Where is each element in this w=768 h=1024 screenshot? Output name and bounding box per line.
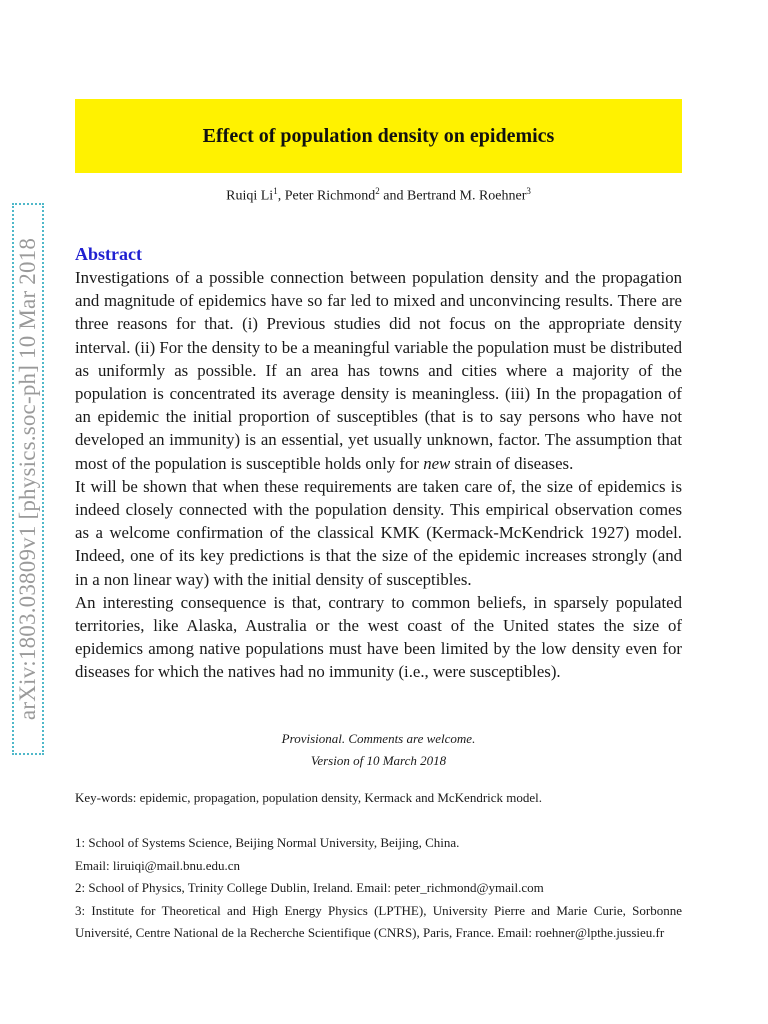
author-affil-mark: 1	[273, 186, 278, 196]
author-affil-mark: 2	[375, 186, 380, 196]
abstract-text: strain of diseases.	[450, 453, 574, 473]
abstract-paragraph	[75, 266, 682, 475]
version-line: Version of 10 March 2018	[310, 753, 447, 768]
author-list	[75, 186, 682, 205]
author-name: Peter Richmond	[284, 188, 376, 204]
author-name: Bertrand M. Roehner	[407, 188, 527, 204]
author-separator: ,	[277, 188, 285, 204]
affiliation-line: 1: School of Systems Science, Beijing Normal University, Beijing, China.	[75, 835, 460, 850]
abstract-paragraph: An interesting consequence is that, contrary to common beliefs, in sparsely populated territories, like Alaska, Australia or the west coast of the United states the size of epidemics among native populations must have been limited by the low density even for diseases for which the natives had no immunity (i.e., were susceptibles).	[75, 592, 682, 682]
provisional-line: Provisional. Comments are welcome.	[281, 731, 476, 746]
abstract-paragraph: It will be shown that when these requirements are taken care of, the size of epidemics is indeed closely connected with the population density. This empirical observation comes as a welcome confirmation of the classical KMK (Kermack-McKendrick 1927) model. Indeed, one of its key predictions is that the size of the epidemic increases strongly (and in a non linear way) with the initial density of susceptibles.	[75, 476, 682, 589]
keywords: Key-words: epidemic, propagation, population density, Kermack and McKendrick model.	[75, 790, 543, 805]
affiliations	[75, 832, 682, 945]
affiliation-line: 3: Institute for Theoretical and High Energy Physics (LPTHE), University Pierre and Marie Curie, Sorbonne Université, Centre National de la Recherche Scientifique (CNRS), Paris, France. Email: roehner@lpthe.jussieu.fr	[75, 902, 682, 940]
paper-title: Effect of population density on epidemics	[202, 124, 555, 147]
author-affil-mark: 3	[526, 186, 531, 196]
author-separator: and	[379, 188, 408, 204]
arxiv-stamp	[12, 203, 44, 755]
arxiv-identifier[interactable]: arXiv:1803.03809v1 [physics.soc-ph] 10 Mar 2018	[15, 237, 40, 721]
abstract-emphasis: new	[423, 453, 451, 473]
abstract-text: Investigations of a possible connection between population density and the propagation and magnitude of epidemics have so far led to mixed and unconvincing results. There are three reasons for that. (i) Previous studies did not focus on the appropriate density interval. (ii) For the density to be a meaningful variable the population must be distributed as uniformly as possible. If an area has towns and cities where a majority of the population is concentrated its average density is meaningless. (iii) In the propagation of an epidemic the initial proportion of susceptibles (that is to say persons who have not developed an immunity) is an essential, yet usually unknown, factor. The assumption that most of the population is susceptible holds only for	[75, 268, 682, 473]
abstract-heading: Abstract	[75, 244, 142, 264]
title-banner	[75, 99, 682, 173]
affiliation-email: Email: liruiqi@mail.bnu.edu.cn	[75, 857, 241, 873]
author-name: Ruiqi Li	[226, 188, 274, 204]
provisional-note	[75, 728, 682, 772]
affiliation-line: 2: School of Physics, Trinity College Dublin, Ireland. Email: peter_richmond@ymail.com	[75, 880, 544, 895]
abstract-section	[75, 243, 682, 684]
